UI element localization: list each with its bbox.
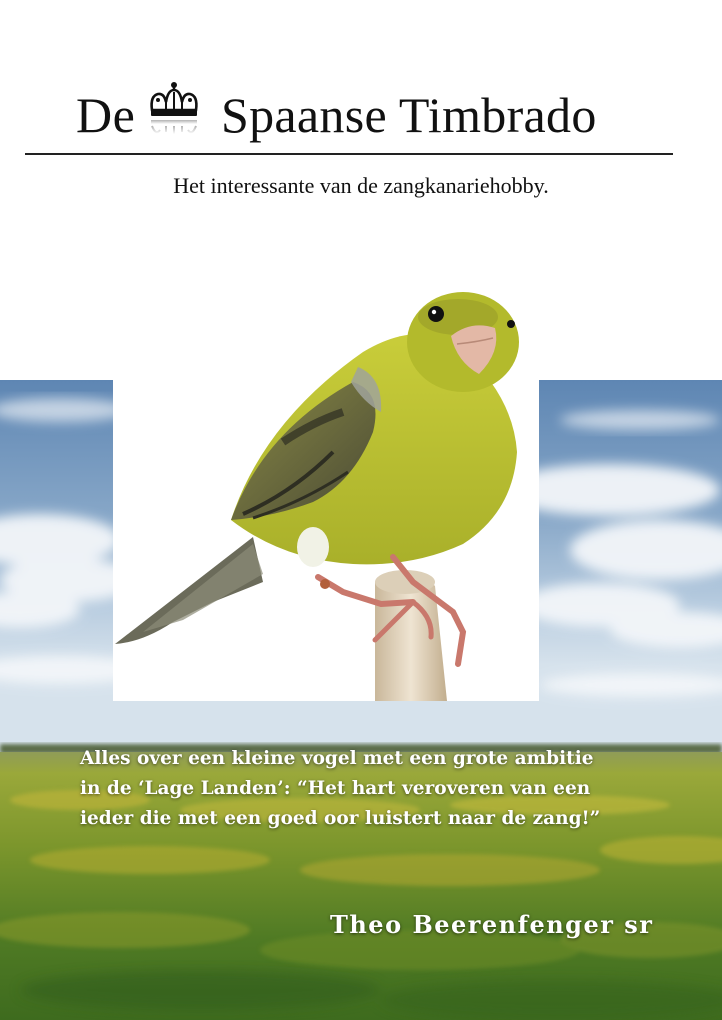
crown-icon	[146, 80, 202, 138]
tagline-line: in de ‘Lage Landen’: “Het hart veroveren van een	[80, 778, 591, 799]
tagline-line: ieder die met een goed oor luistert naar de zang!”	[80, 808, 601, 829]
tagline-line: Alles over een kleine vogel met een grote ambitie	[80, 748, 594, 769]
title-row	[0, 78, 722, 148]
tagline	[80, 744, 680, 834]
subtitle: Het interessante van de zangkanariehobby.	[173, 173, 549, 198]
bird-photo	[113, 282, 539, 701]
title-divider	[25, 153, 673, 155]
title-prefix: De	[76, 87, 136, 143]
title-main: Spaanse Timbrado	[221, 87, 597, 143]
author-name: Theo Beerenfenger sr	[330, 910, 654, 939]
